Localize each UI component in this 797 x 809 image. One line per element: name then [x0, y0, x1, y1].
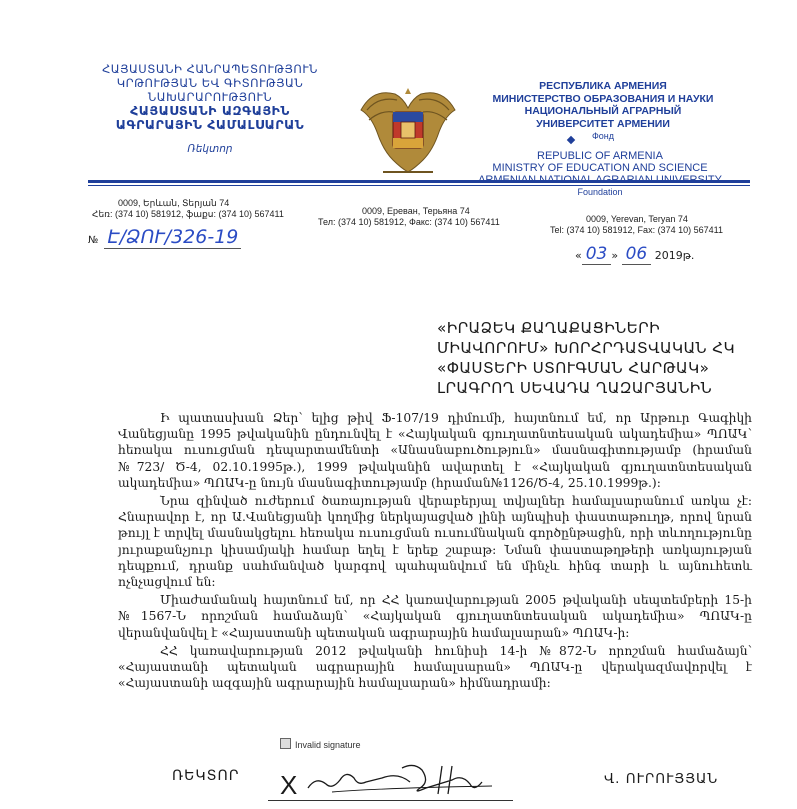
letterhead-university-line: ԱԳՐԱՐԱՅԻՆ ՀԱՄԱԼՍԱՐԱՆ: [115, 117, 305, 132]
address-line: 0009, Yerevan, Teryan 74: [586, 214, 688, 224]
body-paragraph: Ի պատասխան Ձեր՝ ելից թիվ Ֆ-107/19 դիմումի, հայտնում եմ, որ Արթուր Գագիկի Վանեցյանը 1995 թվականին ընդունվել է «Հայկական գյուղատնտեսական ակադեմիա» ՊՈԱԿ՝ հեռակա ուսուցման դեպարտամենտի «Անասնաբուծություն» մասնագիտությամբ (հրաման №723/ Ծ-4, 02.10.1995թ.), 1999 թվականին ավարտել է «Հայկական գյուղատնտեսական ակադեմիա» ՊՈԱԿ-ը նույն մասնագիտությամբ (հրաման№1126/Ծ-4, 25.10.1999թ.):: [118, 411, 752, 490]
letterhead-foundation: Foundation: [577, 187, 623, 197]
letterhead-fond: Фонд: [591, 131, 615, 141]
recipient-line: ՄԻԱՎՈՐՈՒՄ» ԽՈՐՀՐԴԱՏՎԱԿԱՆ ՀԿ: [437, 339, 736, 357]
signatory-title: ՌԵԿՏՈՐ: [172, 768, 240, 784]
letterhead-russian: [468, 80, 738, 143]
signature-status[interactable]: [280, 738, 361, 750]
date-day: 03: [582, 244, 612, 265]
letterhead-rule-thin: [88, 185, 750, 186]
body-paragraph: Նրա զինված ուժերում ծառայության վերաբերյալ տվյալներ համալսարանում առկա չէ: Հնարավոր է, որ Ա.Վանեցյանի կողմից ներկայացված լինի այնպիսի փաստաթուղթ, որով նրան թույլ է տրվել մասնակցելու հեռակա ուսուցման ուսումնական գործընթացին, որի տևողությունը յուրաքանչյուր կիսամյակի համար եղել է երեք շաբաթ: Նման փաստաթղթերի առկայության դեպքում, դրանք սահմանված կարգով պահպանվում են մինչև հինգ տարի և այնուհետև ոչնչացվում են:: [118, 494, 752, 590]
letter-body: [118, 410, 752, 693]
recipient-line: «ԻՐԱՁԵԿ ՔԱՂԱՔԱՑԻՆԵՐԻ: [437, 319, 660, 337]
reference-number-label: №: [88, 235, 99, 246]
date-month: 06: [622, 244, 652, 265]
signatory-name: Վ. ՈՒՐՈՒՅՅԱՆ: [604, 771, 719, 787]
signature-status-text: Invalid signature: [295, 740, 361, 750]
address-line: Tel: (374 10) 581912, Fax: (374 10) 567411: [550, 225, 723, 235]
letterhead-line: MINISTRY OF EDUCATION AND SCIENCE: [492, 162, 708, 174]
reference-number-value: Է/ՁՈՒ/326-19: [104, 226, 241, 249]
letter-date: [575, 244, 694, 264]
letterhead-line: НАЦИОНАЛЬНЫЙ АГРАРНЫЙ: [524, 105, 682, 117]
address-english: [550, 214, 723, 236]
body-paragraph: ՀՀ կառավարության 2012 թվականի հունիսի 14-ի №872-Ն որոշման համաձայն՝ «Հայաստանի պետական ագրարային համալսարան» ՊՈԱԿ-ը վերակազմավորվել է «Հայաստանի ազգային ագրարային համալսարան» հիմնադրամի:: [118, 643, 752, 691]
reference-number: [88, 226, 241, 248]
address-line: 0009, Երևան, Տերյան 74: [118, 198, 230, 208]
address-armenian: [92, 198, 284, 220]
address-line: Հեռ: (374 10) 581912, ֆաքս: (374 10) 567411: [92, 209, 284, 219]
signature-x-mark: X: [280, 770, 298, 800]
letterhead-line: ԿՐԹՈՒԹՅԱՆ ԵՎ ԳԻՏՈՒԹՅԱՆ: [116, 76, 304, 90]
body-paragraph: Միաժամանակ հայտնում եմ, որ ՀՀ կառավարության 2005 թվականի սեպտեմբերի 15-ի №1567-Ն որոշման համաձայն՝ «Հայկական գյուղատնտեսական ակադեմիա» ՊՈԱԿ-ը վերանվանվել է «Հայաստանի պետական ագրարային համալսարան» ՊՈԱԿ-ի:: [118, 593, 752, 640]
address-russian: [318, 206, 500, 228]
letterhead-rule: [88, 180, 750, 183]
letterhead-english: [440, 150, 760, 198]
address-line: Тел: (374 10) 581912, Факс: (374 10) 567411: [318, 217, 500, 227]
letterhead-line: МИНИСТЕРСТВО ОБРАЗОВАНИЯ И НАУКИ: [492, 92, 714, 105]
letterhead-line: РЕСПУБЛИКА АРМЕНИЯ: [539, 80, 667, 92]
recipient-line: «ՓԱՍՏԵՐԻ ՍՏՈՒԳՄԱՆ ՀԱՐԹԱԿ»: [437, 359, 710, 377]
recipient-line: ԼՐԱԳՐՈՂ ՍԵՎԱԴԱ ՂԱԶԱՐՅԱՆԻՆ: [437, 379, 713, 397]
letterhead-line: ՀԱՅԱՍՏԱՆԻ ՀԱՆՐԱՊԵՏՈՒԹՅՈՒՆ: [102, 62, 318, 76]
date-year: 2019թ.: [654, 249, 695, 262]
handwritten-signature: [302, 758, 502, 800]
letterhead-university-line: ՀԱՅԱՍՏԱՆԻ ԱԶԳԱՅԻՆ: [130, 103, 290, 118]
signature-line: [268, 800, 513, 801]
letterhead-rector-label: Ռեկտոր: [187, 143, 233, 155]
signature-warning-icon: [280, 738, 291, 749]
letterhead-line: REPUBLIC OF ARMENIA: [537, 150, 663, 162]
letterhead-line: ՆԱԽԱՐԱՐՈՒԹՅՈՒՆ: [147, 90, 273, 104]
address-line: 0009, Ереван, Терьяна 74: [362, 206, 470, 216]
letterhead-armenian: [60, 62, 360, 156]
letterhead-line: УНИВЕРСИТЕТ АРМЕНИИ: [536, 117, 670, 130]
date-quote: «: [575, 249, 582, 262]
recipient-block: [437, 318, 747, 398]
date-quote: »: [611, 249, 619, 262]
